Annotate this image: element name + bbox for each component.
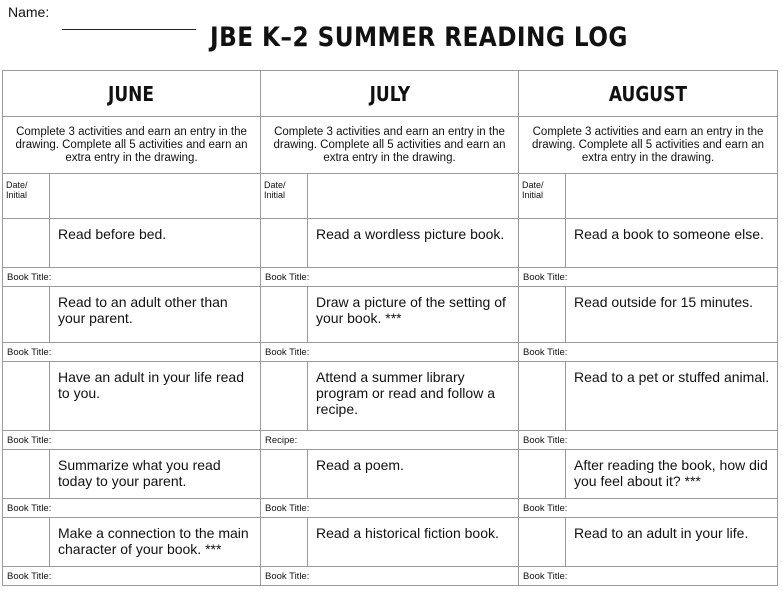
july-activity-1-title-field[interactable]: Book Title:: [261, 268, 519, 287]
month-july-header: JULY: [261, 71, 519, 117]
august-activity-3-checkbox[interactable]: [519, 362, 566, 431]
june-activity-2-text: Read to an adult other than your parent.: [50, 287, 261, 343]
date-initial-row: [3, 174, 778, 219]
month-june-header: JUNE: [3, 71, 261, 117]
august-activity-2-checkbox[interactable]: [519, 287, 566, 343]
july-instructions: Complete 3 activities and earn an entry in the drawing. Complete all 5 activities and earn an extra entry in the drawing.: [261, 117, 519, 174]
activity-row: [3, 219, 778, 268]
july-activity-5-title-field[interactable]: Book Title:: [261, 567, 519, 586]
july-activity-5-checkbox[interactable]: [261, 518, 308, 567]
activity-row: [3, 287, 778, 343]
july-activity-2-text: Draw a picture of the setting of your book. ***: [308, 287, 519, 343]
june-activity-3-text: Have an adult in your life read to you.: [50, 362, 261, 431]
july-activity-1-text: Read a wordless picture book.: [308, 219, 519, 268]
july-activity-4-title-field[interactable]: Book Title:: [261, 499, 519, 518]
july-activity-3-checkbox[interactable]: [261, 362, 308, 431]
august-activity-2-title-field[interactable]: Book Title:: [519, 343, 778, 362]
june-activity-4-checkbox[interactable]: [3, 450, 50, 499]
july-date-field[interactable]: [308, 174, 519, 219]
august-activity-4-checkbox[interactable]: [519, 450, 566, 499]
june-activity-3-title-field[interactable]: Book Title:: [3, 431, 261, 450]
activity-row: [3, 450, 778, 499]
june-activity-2-checkbox[interactable]: [3, 287, 50, 343]
july-activity-2-checkbox[interactable]: [261, 287, 308, 343]
august-activity-5-text: Read to an adult in your life.: [566, 518, 778, 567]
june-activity-2-title-field[interactable]: Book Title:: [3, 343, 261, 362]
august-activity-4-text: After reading the book, how did you feel about it? ***: [566, 450, 778, 499]
august-activity-3-title-field[interactable]: Book Title:: [519, 431, 778, 450]
june-activity-1-checkbox[interactable]: [3, 219, 50, 268]
reading-log-table: [2, 70, 778, 586]
book-title-row: [3, 268, 778, 287]
july-date-label: Date/ Initial: [261, 174, 308, 219]
june-instructions: Complete 3 activities and earn an entry in the drawing. Complete all 5 activities and earn an extra entry in the drawing.: [3, 117, 261, 174]
july-activity-1-checkbox[interactable]: [261, 219, 308, 268]
august-activity-5-checkbox[interactable]: [519, 518, 566, 567]
book-title-row: [3, 567, 778, 586]
name-line[interactable]: [62, 29, 196, 30]
june-activity-1-text: Read before bed.: [50, 219, 261, 268]
august-date-label: Date/ Initial: [519, 174, 566, 219]
june-activity-1-title-field[interactable]: Book Title:: [3, 268, 261, 287]
july-activity-3-text: Attend a summer library program or read and follow a recipe.: [308, 362, 519, 431]
august-activity-1-title-field[interactable]: Book Title:: [519, 268, 778, 287]
august-activity-1-text: Read a book to someone else.: [566, 219, 778, 268]
month-header-row: [3, 71, 778, 117]
june-activity-5-title-field[interactable]: Book Title:: [3, 567, 261, 586]
july-activity-2-title-field[interactable]: Book Title:: [261, 343, 519, 362]
august-activity-5-title-field[interactable]: Book Title:: [519, 567, 778, 586]
august-activity-2-text: Read outside for 15 minutes.: [566, 287, 778, 343]
june-activity-5-text: Make a connection to the main character of your book. ***: [50, 518, 261, 567]
june-activity-5-checkbox[interactable]: [3, 518, 50, 567]
august-instructions: Complete 3 activities and earn an entry in the drawing. Complete all 5 activities and earn an extra entry in the drawing.: [519, 117, 778, 174]
activity-row: [3, 362, 778, 431]
page-title: JBE K–2 SUMMER READING LOG: [210, 22, 628, 53]
june-activity-4-text: Summarize what you read today to your parent.: [50, 450, 261, 499]
book-title-row: [3, 343, 778, 362]
book-title-row: [3, 499, 778, 518]
july-activity-4-text: Read a poem.: [308, 450, 519, 499]
book-title-row: [3, 431, 778, 450]
july-activity-3-title-field[interactable]: Recipe:: [261, 431, 519, 450]
august-date-field[interactable]: [566, 174, 778, 219]
june-date-label: Date/ Initial: [3, 174, 50, 219]
instructions-row: [3, 117, 778, 174]
july-activity-4-checkbox[interactable]: [261, 450, 308, 499]
june-activity-4-title-field[interactable]: Book Title:: [3, 499, 261, 518]
august-activity-4-title-field[interactable]: Book Title:: [519, 499, 778, 518]
month-august-header: AUGUST: [519, 71, 778, 117]
name-label: Name:: [8, 4, 50, 20]
july-activity-5-text: Read a historical fiction book.: [308, 518, 519, 567]
august-activity-1-checkbox[interactable]: [519, 219, 566, 268]
august-activity-3-text: Read to a pet or stuffed animal.: [566, 362, 778, 431]
activity-row: [3, 518, 778, 567]
june-activity-3-checkbox[interactable]: [3, 362, 50, 431]
june-date-field[interactable]: [50, 174, 261, 219]
